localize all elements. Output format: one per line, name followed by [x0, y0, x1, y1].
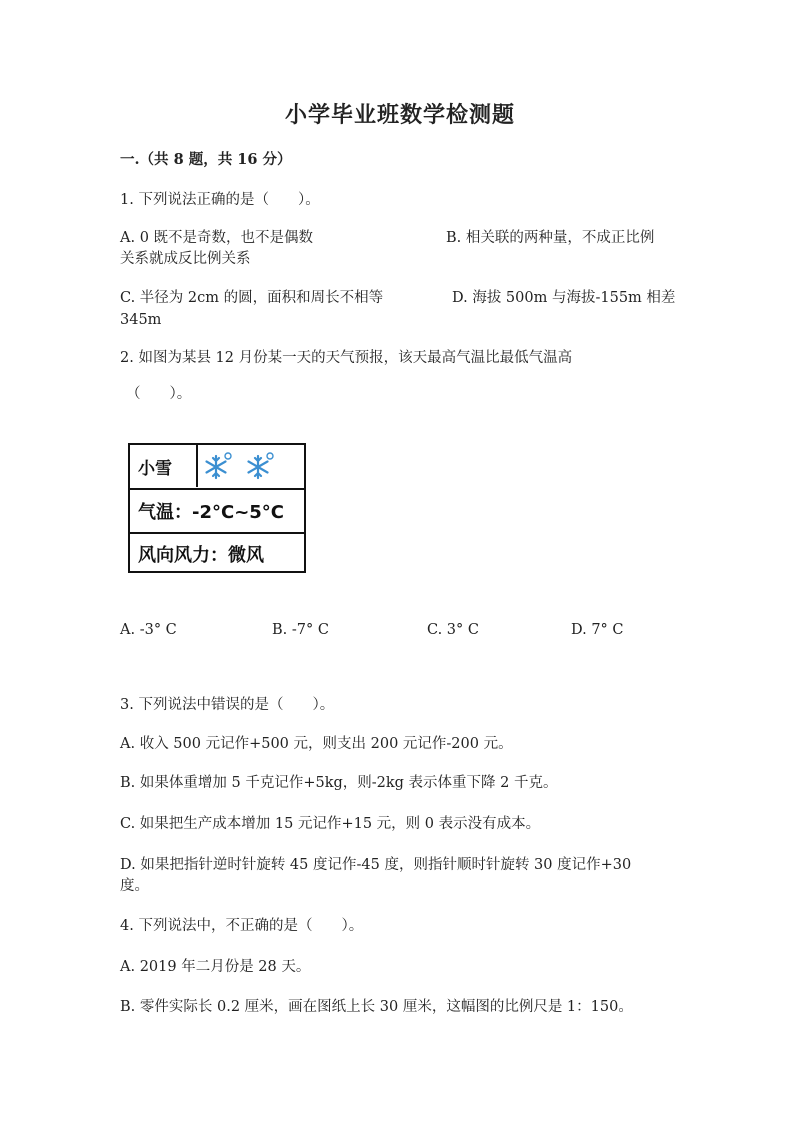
- question-2-stem: 2. 如图为某县 12 月份某一天的天气预报，该天最高气温比最低气温高: [120, 350, 573, 366]
- weather-divider: [196, 445, 198, 487]
- question-3-option-b: B. 如果体重增加 5 千克记作+5kg，则-2kg 表示体重下降 2 千克。: [120, 775, 558, 791]
- question-1-option-a: A. 0 既不是奇数，也不是偶数: [120, 230, 314, 246]
- question-1-option-d: D. 海拔 500m 与海拔-155m 相差: [452, 290, 676, 306]
- question-3-stem: 3. 下列说法中错误的是（ ）。: [120, 697, 335, 713]
- weather-row-temperature: [130, 488, 304, 532]
- question-1-stem: 1. 下列说法正确的是（ ）。: [120, 192, 320, 208]
- question-3-option-c: C. 如果把生产成本增加 15 元记作+15 元，则 0 表示没有成本。: [120, 816, 541, 832]
- question-2-option-a: A. -3° C: [120, 622, 177, 638]
- snowflake-icon: [202, 450, 234, 482]
- weather-icons: [202, 445, 276, 487]
- question-1-option-b: B. 相关联的两种量，不成正比例: [446, 230, 655, 246]
- weather-condition-label: 小雪: [138, 458, 172, 479]
- weather-temperature-text: 气温：-2°C~5°C: [138, 502, 285, 523]
- weather-row-condition: [130, 445, 304, 487]
- weather-forecast-figure: [128, 443, 306, 573]
- weather-row-wind: [130, 532, 304, 573]
- question-4-option-a: A. 2019 年二月份是 28 天。: [120, 959, 311, 975]
- weather-wind-text: 风向风力：微风: [138, 544, 264, 566]
- question-3-option-d-cont: 度。: [120, 878, 149, 894]
- question-1-option-b-cont: 关系就成反比例关系: [120, 251, 251, 267]
- question-3-option-d: D. 如果把指针逆时针旋转 45 度记作-45 度，则指针顺时针旋转 30 度记作+30: [120, 857, 632, 873]
- question-1-option-c: C. 半径为 2cm 的圆，面积和周长不相等: [120, 290, 384, 306]
- question-2-stem-cont: （ ）。: [126, 386, 192, 402]
- question-1-option-d-cont: 345m: [120, 312, 162, 328]
- question-2-option-d: D. 7° C: [571, 622, 624, 638]
- question-4-stem: 4. 下列说法中，不正确的是（ ）。: [120, 918, 364, 934]
- snowflake-icon: [244, 450, 276, 482]
- question-3-option-a: A. 收入 500 元记作+500 元，则支出 200 元记作-200 元。: [120, 736, 513, 752]
- section-heading: 一.（共 8 题，共 16 分）: [120, 151, 292, 168]
- question-4-option-b: B. 零件实际长 0.2 厘米，画在图纸上长 30 厘米，这幅图的比例尺是 1：150。: [120, 999, 633, 1015]
- question-2-option-c: C. 3° C: [427, 622, 479, 638]
- question-2-option-b: B. -7° C: [272, 622, 329, 638]
- page-title: 小学毕业班数学检测题: [284, 102, 515, 128]
